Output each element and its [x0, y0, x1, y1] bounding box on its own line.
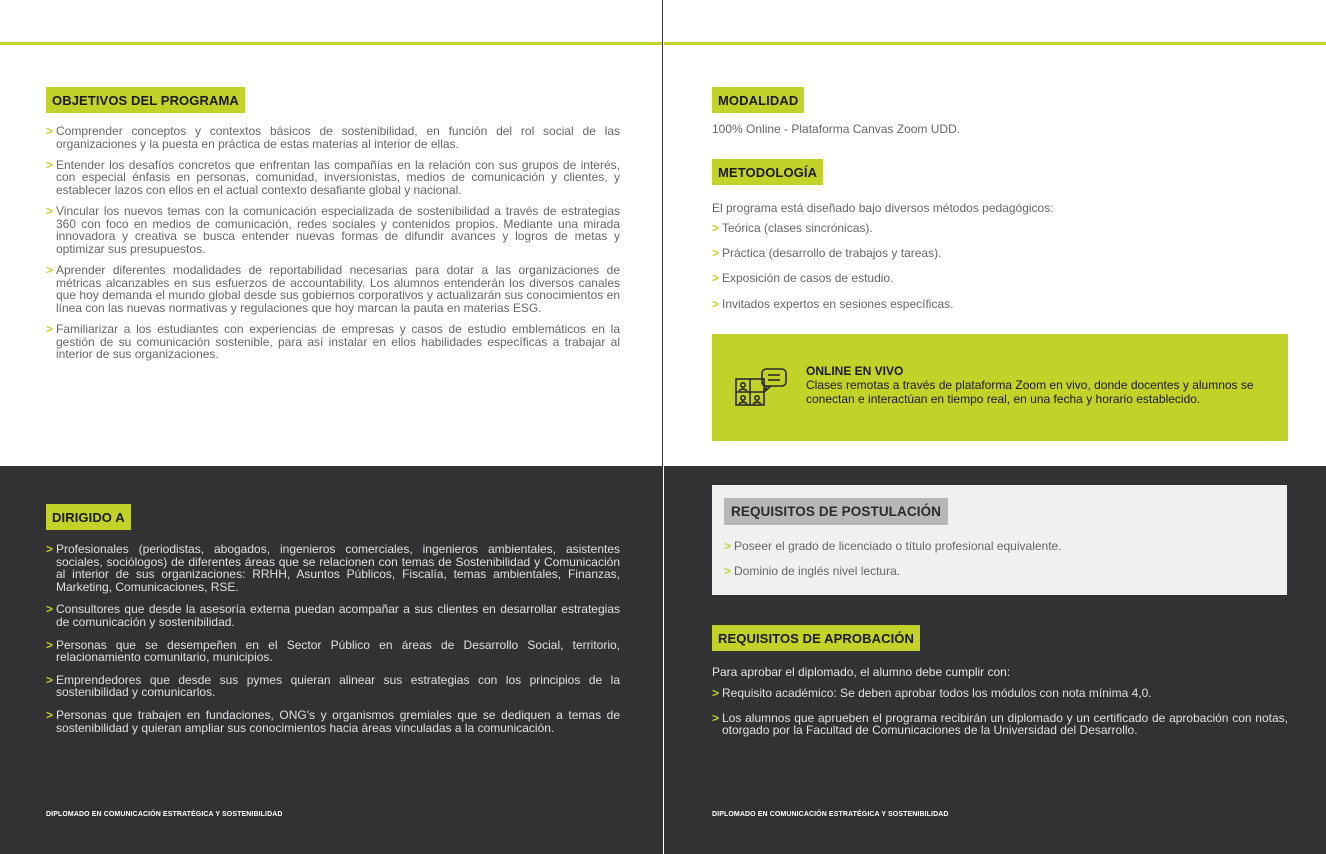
list-item: > Aprender diferentes modalidades de reportabilidad necesarias para dotar a las organizaciones de métricas alcanzables en sus esfuerzos de accountability. Los alumnos entenderán los diversos canales que hoy demanda el mundo global desde sus gobiernos corporativos y actualizarán sus conocimientos en línea con las nuevas normativas y regulaciones que hoy marcan la pauta en materias ESG. [46, 264, 620, 314]
metodologia-list [712, 222, 1272, 323]
list-item: > Los alumnos que aprueben el programa recibirán un diplomado y un certificado de aprobación con notas, otorgado por la Facultad de Comunicaciones de la Universidad del Desarrollo. [712, 712, 1288, 737]
footer-left: DIPLOMADO EN COMUNICACIÓN ESTRATÉGICA Y SOSTENIBILIDAD [46, 811, 283, 818]
requisitos-postulacion-heading: REQUISITOS DE POSTULACIÓN [724, 498, 948, 525]
list-item: > Requisito académico: Se deben aprobar todos los módulos con nota mínima 4,0. [712, 687, 1288, 700]
list-item: > Poseer el grado de licenciado o título profesional equivalente. [724, 540, 1264, 553]
requisitos-aprobacion-intro: Para aprobar el diplomado, el alumno debe cumplir con: [712, 665, 1011, 679]
list-item: > Emprendedores que desde sus pymes quieran alinear sus estrategias con los principios de la sostenibilidad y comunicarlos. [46, 674, 620, 699]
requisitos-postulacion-list [724, 540, 1264, 590]
online-title: ONLINE EN VIVO [806, 364, 904, 378]
dirigido-list [46, 543, 620, 744]
list-item: > Vincular los nuevos temas con la comunicación especializada de sostenibilidad a través de estrategias 360 con foco en medios de comunicación, redes sociales y contenidos propios. Mediante una mirada innovadora y creativa se busca entender nuevas formas de difundir avances y logros de metas y optimizar sus presupuestos. [46, 205, 620, 255]
top-accent-line [664, 42, 1326, 45]
dirigido-heading: DIRIGIDO A [46, 504, 131, 530]
modalidad-heading: MODALIDAD [712, 87, 804, 113]
list-item: > Comprender conceptos y contextos básicos de sostenibilidad, en función del rol social de las organizaciones y la puesta en práctica de estas materias al interior de ellas. [46, 125, 620, 150]
online-box [712, 334, 1288, 441]
objetivos-heading: OBJETIVOS DEL PROGRAMA [46, 87, 245, 113]
video-conference-icon [734, 367, 790, 409]
objetivos-list [46, 125, 620, 369]
list-item: > Teórica (clases sincrónicas). [712, 222, 1272, 235]
requisitos-postulacion-box [712, 485, 1287, 595]
list-item: > Consultores que desde la asesoría externa puedan acompañar a sus clientes en desarrollar estrategias de comunicación y sostenibilidad. [46, 603, 620, 628]
list-item: > Exposición de casos de estudio. [712, 272, 1272, 285]
list-item: > Profesionales (periodistas, abogados, ingenieros comerciales, ingenieros ambientales, asistentes sociales, sociólogos) de diferentes áreas que se relacionen con temas de Sostenibilidad y Comunicación al interior de sus organizaciones: RRHH, Asuntos Públicos, Fiscalía, temas ambientales, Finanzas, Marketing, Comunicaciones, RSE. [46, 543, 620, 593]
list-item: > Entender los desafíos concretos que enfrentan las compañías en la relación con sus grupos de interés, con especial énfasis en personas, comunidad, inversionistas, medios de comunicación y clientes, y establecer lazos con ellos en el actual contexto desafiante global y nacional. [46, 159, 620, 197]
right-page [664, 0, 1326, 854]
online-description: Clases remotas a través de plataforma Zoom en vivo, donde docentes y alumnos se conectan e interactúan en tiempo real, en una fecha y horario establecido. [806, 378, 1254, 406]
metodologia-heading: METODOLOGÍA [712, 159, 823, 185]
top-accent-line [0, 42, 662, 45]
footer-right: DIPLOMADO EN COMUNICACIÓN ESTRATÉGICA Y SOSTENIBILIDAD [712, 811, 949, 818]
list-item: > Dominio de inglés nivel lectura. [724, 565, 1264, 578]
list-item: > Familiarizar a los estudiantes con experiencias de empresas y casos de estudio emblemáticos en la gestión de su comunicación sostenible, para así instalar en ellos habilidades específicas a trabajar al interior de sus organizaciones. [46, 323, 620, 361]
list-item: > Invitados expertos en sesiones específicas. [712, 298, 1272, 311]
list-item: > Práctica (desarrollo de trabajos y tareas). [712, 247, 1272, 260]
modalidad-text: 100% Online - Plataforma Canvas Zoom UDD. [712, 122, 961, 136]
metodologia-intro: El programa está diseñado bajo diversos métodos pedagógicos: [712, 201, 1054, 215]
list-item: > Personas que trabajen en fundaciones, ONG's y organismos gremiales que se dediquen a temas de sostenibilidad y quieran ampliar sus conocimientos hacia áreas vinculadas a la comunicación. [46, 709, 620, 734]
requisitos-aprobacion-list [712, 687, 1288, 749]
list-item: > Personas que se desempeñen en el Sector Público en áreas de Desarrollo Social, territorio, relacionamiento comunitario, municipios. [46, 639, 620, 664]
requisitos-aprobacion-heading: REQUISITOS DE APROBACIÓN [712, 625, 920, 651]
